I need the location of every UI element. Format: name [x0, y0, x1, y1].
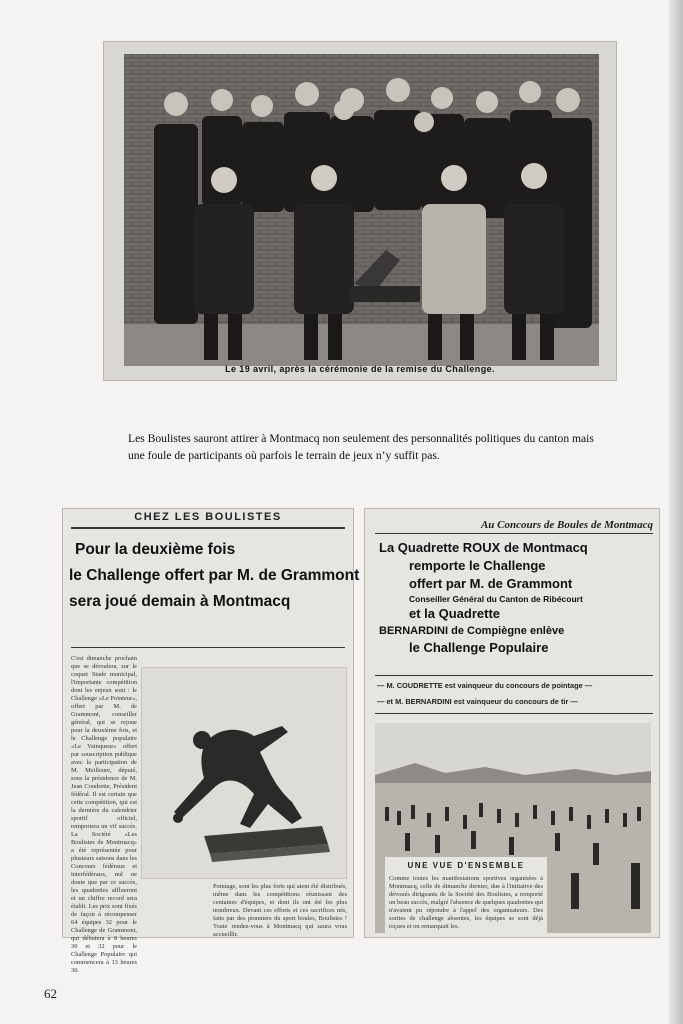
- headline-line: le Challenge offert par M. de Grammont: [69, 567, 360, 584]
- article-column: C'est dimanche prochain que se déroulera, sur le coquet Stade municipal, l'importante compétition dont les enjeux sont : le Challenge «Le Pointeur», offert par M. de Grammont, conseiller général, qui se rejoue pour la deuxième fois, et le Challenge populaire «Le Vainqueur» offert par souscription publique avec la participation de M. Meilleure, député, sous la présidence de M. Jean Coudrette, Président fédéral. Il est certain que cette compétition, qui est la dernière du calendrier sportif officiel, remportera un vif succès. La Société «Les Boulistes de Montmacq» a été représentée pour plusieurs saisons dans les Concours fédéraux et interfédéraux, nul ne doute que par ce succès, les quadrettes afflueront et un chiffre record sera établi. Les prix sont fixés de façon à récompenser 64 équipes 32 pour le Challenge de Grammont, qui débutera à 8 heures 30 et 32 pour le Challenge Populaire qui commencera à 13 heures 30.: [71, 655, 137, 974]
- clipping-right-kicker: Au Concours de Boules de Montmacq: [480, 519, 653, 531]
- headline-line: BERNARDINI de Compiègne enlève: [379, 625, 565, 637]
- article-column: Pointage, sont les plus forts qui aient été distribués, même dans les compétitions réunissant des centaines d'équipes, et dont ils ont été les plus nombreux. Devant ces efforts et ces sacrifices nés, faits par des pionniers du sport boules, Boulistes ! Toute rendez-vous à Montmacq qui saura vous accueillir.: [213, 883, 347, 938]
- newspaper-clipping-left: [62, 508, 360, 974]
- divider: [375, 675, 653, 676]
- headline-line: remporte le Challenge: [409, 558, 546, 573]
- divider: [375, 533, 653, 534]
- page-number: 62: [44, 986, 57, 1001]
- photo-frame: [103, 41, 617, 381]
- book-caption: Les Boulistes sauront attirer à Montmacq non seulement des personnalités politiques du canton mais une foule de participants où parfois le terrain de jeux n’y suffit pas.: [128, 432, 594, 462]
- photo-caption-title: UNE VUE D'ENSEMBLE: [407, 861, 525, 870]
- bowler-statue-photo: [141, 667, 347, 879]
- newspaper-clipping-right: [364, 508, 660, 938]
- page-edge: [669, 0, 683, 1024]
- headline-line: offert par M. de Grammont: [409, 576, 573, 591]
- result-line: — et M. BERNARDINI est vainqueur du concours de tir —: [377, 697, 578, 706]
- photo-caption-text: Comme toutes les manifestations sportives organisées à Montmacq, celle de dimanche dernier, due à l'initiative des dévoués dirigeants de la Société des Boulistes, a remporté un beau succès, malgré l'absence de quelques quadrettes qui n'avaient pu répondre à l'appel des organisateurs. Des sorties de challenge absentes, les équipes se sont déjà reçues et on remarquait les.: [389, 875, 543, 930]
- clipping-left-kicker: CHEZ LES BOULISTES: [134, 511, 282, 523]
- group-photo: [124, 54, 599, 366]
- divider: [375, 713, 653, 714]
- photo-caption-box: [385, 857, 547, 937]
- headline-line: Pour la deuxième fois: [75, 541, 236, 558]
- photo-caption: Le 19 avril, après la cérémonie de la remise du Challenge.: [225, 364, 495, 374]
- divider: [71, 647, 345, 648]
- clipping-right-headline: [379, 539, 655, 657]
- headline-line: et la Quadrette: [409, 606, 501, 621]
- group-photo-image: [124, 54, 599, 366]
- result-line: — M. COUDRETTE est vainqueur du concours de pointage —: [377, 681, 593, 690]
- headline-line: Conseiller Général du Canton de Ribécourt: [409, 594, 583, 604]
- headline-line: sera joué demain à Montmacq: [69, 593, 291, 610]
- bowler-statue-image: [142, 668, 346, 878]
- headline-line: La Quadrette ROUX de Montmacq: [379, 540, 588, 555]
- divider: [71, 527, 345, 529]
- headline-line: le Challenge Populaire: [409, 640, 549, 655]
- clipping-left-headline: [69, 537, 360, 615]
